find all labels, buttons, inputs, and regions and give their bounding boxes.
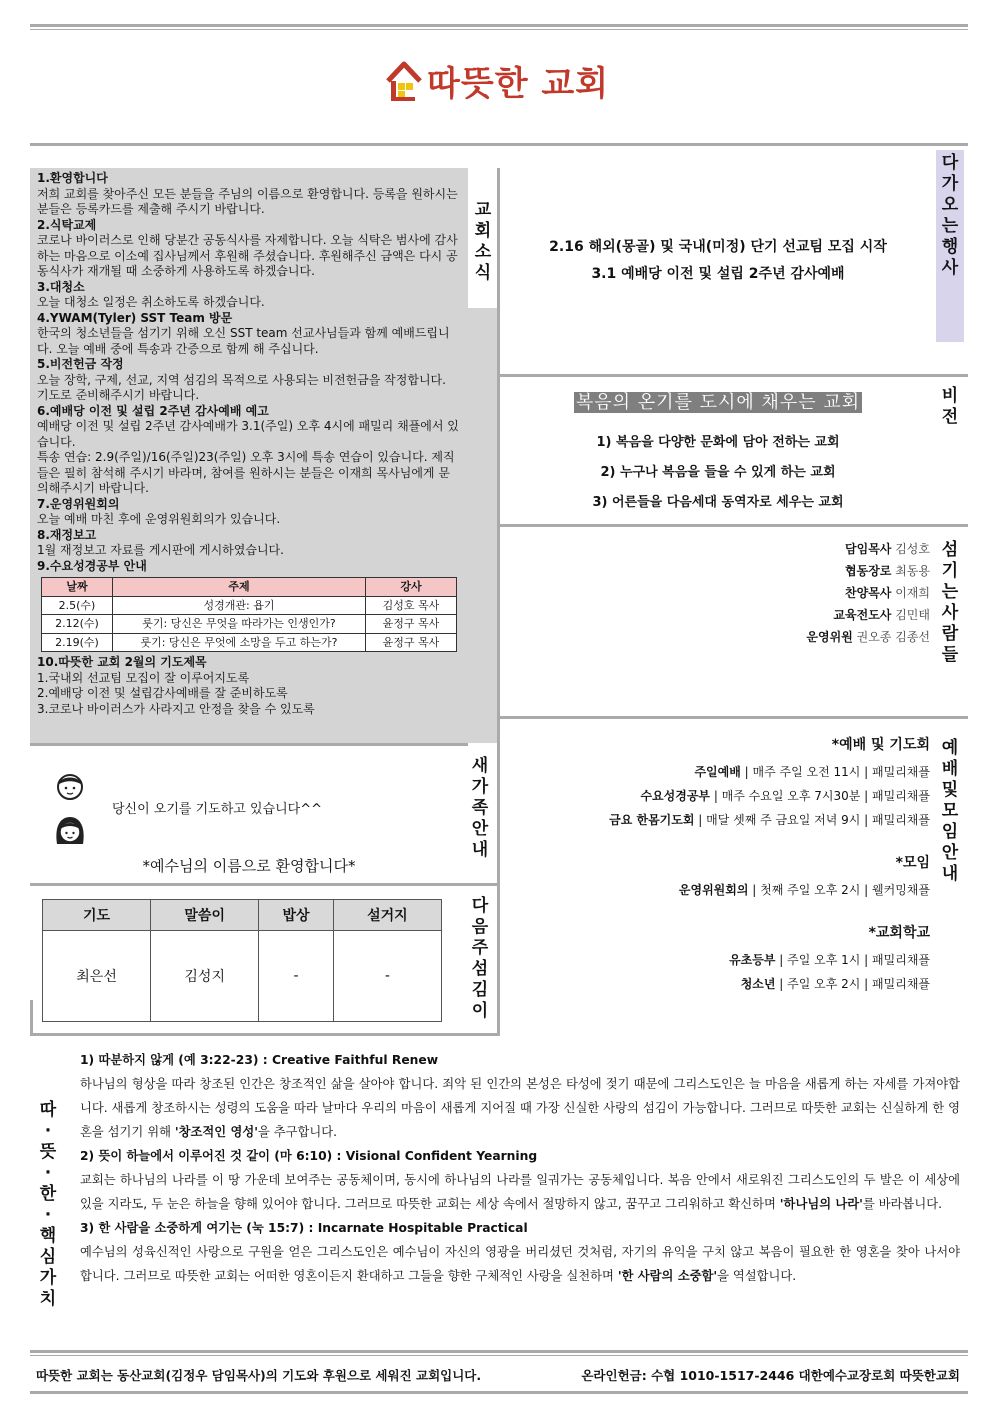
label-char: 안: [471, 819, 489, 839]
left-edge-rule: [30, 1000, 33, 1036]
label-char: 회: [474, 221, 492, 241]
top-rule-thin: [30, 29, 968, 30]
vision-item: 2) 누구나 복음을 들을 수 있게 하는 교회: [600, 465, 836, 480]
worship-row: 수요성경공부 | 매주 수요일 오후 7시30분 | 패밀리채플: [640, 789, 930, 803]
label-char: ·: [44, 1205, 52, 1225]
vision-item: 3) 어른들을 다음세대 동역자로 세우는 교회: [592, 495, 844, 510]
core-title: 1) 따분하지 않게 (예 3:22-23) : Creative Faithful Renew: [80, 1053, 439, 1067]
house-logo-icon: [385, 59, 423, 103]
label-char: 따: [39, 1100, 57, 1120]
label-char: 다: [941, 153, 959, 173]
label-char: 전: [941, 407, 959, 427]
label-char: ·: [44, 1163, 52, 1183]
label-char: 내: [471, 840, 489, 860]
label-char: 새: [471, 756, 489, 776]
news-item: 3.대청소 오늘 대청소 일정은 취소하도록 하겠습니다.: [37, 279, 265, 309]
label-char: 식: [474, 263, 492, 283]
duty-header: 밥상: [259, 900, 334, 931]
vision-item: 1) 복음을 다양한 문화에 담아 전하는 교회: [596, 435, 840, 450]
label-char: 및: [941, 780, 959, 800]
news-item: 9.수요성경공부 안내: [37, 558, 147, 573]
worship-box: [500, 734, 930, 996]
label-char: 가: [941, 174, 959, 194]
label-char: 안: [941, 843, 959, 863]
core-body: 하나님의 형상을 따라 창조된 인간은 창조적인 삶을 살아야 합니다. 죄악 된 인간의 본성은 타성에 젖기 때문에 그리스도인은 늘 마음을 새롭게 하는 자세를 가져야합니다. 새롭게 창조하시는 성령의 도움을 따라 날마다 우리의 마음이 새롭게 지어질 때 가장 신실한 사랑의 섬김이 가능합니다. 그러므로 따뜻한 교회는 신실하게 한 영혼을 섬기기 위해 '창조적인 영성'을 추구합니다.: [80, 1077, 960, 1139]
table-row: 2.19(수) 룻기: 당신은 무엇에 소망을 두고 하는가? 윤정구 목사: [42, 633, 457, 652]
vision-box: [500, 388, 936, 518]
news-item: 2.식탁교제 코로나 바이러스로 인해 당분간 공동식사를 자제합니다. 오늘 식탁은 범사에 감사하는 마음으로 이소예 집사님께서 후원해 주셨습니다. 후원해주신 금액은 다시 공동식사가 재개될 때 소중하게 사용하도록 하겠습니다.: [37, 217, 458, 278]
worship-row: 청소년 | 주일 오후 2시 | 패밀리채플: [740, 977, 930, 991]
label-char: 교: [474, 200, 492, 220]
news-item: 6.예배당 이전 및 설립 2주년 감사예배 예고 예배당 이전 및 설립 2주년 감사예배가 3.1(주일) 오후 4시에 패밀리 채플에서 있습니다. 특송 연습: 2.9(주일)/16(주일)23(주일) 오후 3시에 특송 연습이 있습니다. 제직들은 필히 참석해 주시기 바라며, 참여를 원하시는 분들은 이재희 목사님에게 문의해주시기 바랍니다.: [37, 403, 459, 495]
newfamily-welcome: *예수님의 이름으로 환영합니다*: [142, 857, 356, 875]
left-bottom-rule: [30, 1033, 500, 1036]
table-row: 2.12(수) 룻기: 당신은 무엇을 따라가는 인생인가? 윤정구 목사: [42, 615, 457, 634]
worship-heading: *예배 및 기도회: [831, 737, 930, 753]
worship-label: [936, 738, 964, 885]
vision-rule: [500, 524, 968, 527]
label-char: 사: [941, 258, 959, 278]
label-char: 주: [471, 938, 489, 958]
staff-row: 교육전도사 김민태: [833, 608, 930, 622]
news-item: 8.재정보고 1월 재정보고 자료를 게시판에 게시하였습니다.: [37, 527, 284, 557]
label-char: 족: [471, 798, 489, 818]
bottom-rule: [30, 1391, 968, 1394]
table-row: 최은선 김성지 - -: [43, 931, 442, 1022]
label-char: 람: [941, 624, 959, 644]
core-title: 2) 뜻이 하늘에서 이루어진 것 같이 (마 6:10) : Visional Confident Yearning: [80, 1149, 538, 1163]
core-values: [80, 1048, 960, 1288]
core-title: 3) 한 사람을 소중하게 여기는 (눅 15:7) : Incarnate Hospitable Practical: [80, 1221, 528, 1235]
study-header: 강사: [366, 578, 457, 597]
staff-list: [500, 538, 930, 648]
event-item: 3.1 예배당 이전 및 설립 2주년 감사예배: [591, 266, 845, 282]
table-row: 2.5(수) 성경개관: 욥기 김성호 목사: [42, 596, 457, 615]
header-rule: [30, 143, 968, 146]
duty-header: 말씀이: [151, 900, 259, 931]
label-char: 가: [39, 1268, 57, 1288]
nextweek-table: [42, 899, 442, 1022]
worship-row: 주일예배 | 매주 주일 오전 11시 | 패밀리채플: [694, 765, 930, 779]
news-item: 5.비전헌금 작정 오늘 장학, 구제, 선교, 지역 섬김의 목적으로 사용되는 비전헌금을 작정합니다. 기도로 준비해주시기 바랍니다.: [37, 357, 446, 402]
label-char: 비: [941, 386, 959, 406]
label-char: 김: [471, 980, 489, 1000]
top-rule: [30, 24, 968, 27]
events-label: [936, 153, 964, 279]
label-char: 치: [39, 1289, 57, 1309]
label-char: 임: [941, 822, 959, 842]
news-item: 7.운영위원회의 오늘 예배 마친 후에 운영위원회의가 있습니다.: [37, 496, 281, 526]
news-label-gray: [468, 308, 498, 743]
worship-row: 운영위원회의 | 첫째 주일 오후 2시 | 웰커밍채플: [678, 883, 930, 897]
study-table: [41, 577, 457, 652]
label-char: 모: [941, 801, 959, 821]
core-label: [34, 1100, 62, 1310]
label-char: 들: [941, 645, 959, 665]
staff-row: 담임목사 김성호: [845, 542, 930, 556]
label-char: 뜻: [39, 1142, 57, 1162]
page-title: 따뜻한 교회: [427, 64, 610, 104]
footer-left: 따뜻한 교회는 동산교회(김정우 담임목사)의 기도와 후원으로 세워진 교회입니다.: [36, 1368, 482, 1383]
staff-row: 운영위원 권오종 김종선: [806, 630, 930, 644]
label-char: 오: [941, 195, 959, 215]
news-label: [469, 200, 497, 284]
label-char: 사: [941, 603, 959, 623]
news-box: [30, 168, 468, 743]
girl-icon: [54, 814, 86, 854]
worship-row: 유초등부 | 주일 오후 1시 | 패밀리채플: [729, 953, 930, 967]
staff-label: [936, 540, 964, 666]
news-item: 4.YWAM(Tyler) SST Team 방문 한국의 청소년들을 섬기기 위해 오신 SST team 선교사님들과 함께 예배드립니다. 오늘 예배 중에 특송과 간증으로 함께 해 주십니다.: [37, 310, 450, 356]
news-bottom-rule: [30, 743, 468, 746]
boy-icon: [54, 770, 86, 806]
label-char: 예: [941, 738, 959, 758]
label-char: 기: [941, 561, 959, 581]
events-box: [500, 234, 936, 288]
header: [385, 56, 609, 105]
label-char: 소: [474, 242, 492, 262]
duty-header: 설거지: [333, 900, 441, 931]
nextweek-label: [466, 896, 494, 1022]
label-char: 는: [941, 582, 959, 602]
study-header: 날짜: [42, 578, 113, 597]
label-char: 핵: [39, 1226, 57, 1246]
worship-heading: *모임: [895, 855, 930, 871]
duty-header: 기도: [43, 900, 151, 931]
label-char: 배: [941, 759, 959, 779]
core-body: 교회는 하나님의 나라를 이 땅 가운데 보여주는 공동체이며, 동시에 하나님의 나라를 일궈가는 공동체입니다. 복음 안에서 새로워진 그리스도인의 두 발은 이 세상에 있을 지라도, 두 눈은 하늘을 향해 있어야 합니다. 그러므로 따뜻한 교회는 세상 속에서 절망하지 않고, 꿈꾸고 그리워하고 확신하며 '하나님의 나라'를 바라봅니다.: [80, 1173, 960, 1211]
staff-row: 찬양목사 이재희: [845, 586, 930, 600]
footer-rule-thin: [30, 1355, 968, 1356]
study-header: 주제: [113, 578, 366, 597]
staff-row: 협동장로 최동용: [845, 564, 930, 578]
worship-heading: *교회학교: [868, 925, 930, 941]
label-char: 한: [39, 1184, 57, 1204]
label-char: ·: [44, 1121, 52, 1141]
staff-rule: [500, 716, 968, 719]
label-char: 이: [471, 1001, 489, 1021]
news-list: [37, 171, 461, 717]
label-char: 는: [941, 216, 959, 236]
label-char: 음: [471, 917, 489, 937]
label-char: 행: [941, 237, 959, 257]
event-item: 2.16 해외(몽골) 및 국내(미정) 단기 선교팀 모집 시작: [549, 239, 887, 255]
footer-rule: [30, 1350, 968, 1353]
newfamily-label: [466, 756, 494, 861]
newfamily-rule: [30, 883, 498, 886]
label-char: 섬: [471, 959, 489, 979]
news-item: 1.환영합니다 저희 교회를 찾아주신 모든 분들을 주님의 이름으로 환영합니다. 등록을 원하시는 분들은 등록카드를 제출해 주시기 바랍니다.: [37, 171, 458, 216]
label-char: 섬: [941, 540, 959, 560]
footer-right: 온라인헌금: 수협 1010-1517-2446 대한예수교장로회 따뜻한교회: [581, 1368, 960, 1383]
worship-row: 금요 한몸기도회 | 매달 셋째 주 금요일 저녁 9시 | 패밀리채플: [609, 813, 930, 827]
vision-label: [936, 386, 964, 428]
label-char: 내: [941, 864, 959, 884]
label-char: 심: [39, 1247, 57, 1267]
vision-list: [500, 428, 936, 518]
label-char: 가: [471, 777, 489, 797]
events-rule: [500, 374, 968, 377]
prayer-list: 10.따뜻한 교회 2월의 기도제목 1.국내외 선교팀 모집이 잘 이루어지도록 2.예배당 이전 및 설립감사예배를 잘 준비하도록 3.코로나 바이러스가 사라지고 안정을 찾을 수 있도록: [37, 655, 315, 716]
label-char: 다: [471, 896, 489, 916]
vision-headline: 복음의 온기를 도시에 채우는 교회: [575, 392, 861, 413]
newfamily-message: 당신이 오기를 기도하고 있습니다^^: [112, 802, 322, 817]
core-body: 예수님의 성육신적인 사랑으로 구원을 얻은 그리스도인은 예수님이 자신의 영광을 버리셨던 것처럼, 자기의 유익을 구치 않고 복음이 필요한 한 영혼을 찾아 나서야 합니다. 그러므로 따뜻한 교회는 어떠한 영혼이든지 환대하고 그들을 향한 구체적인 사랑을 실천하며 '한 사람의 소중함'을 역설합니다.: [80, 1245, 960, 1283]
